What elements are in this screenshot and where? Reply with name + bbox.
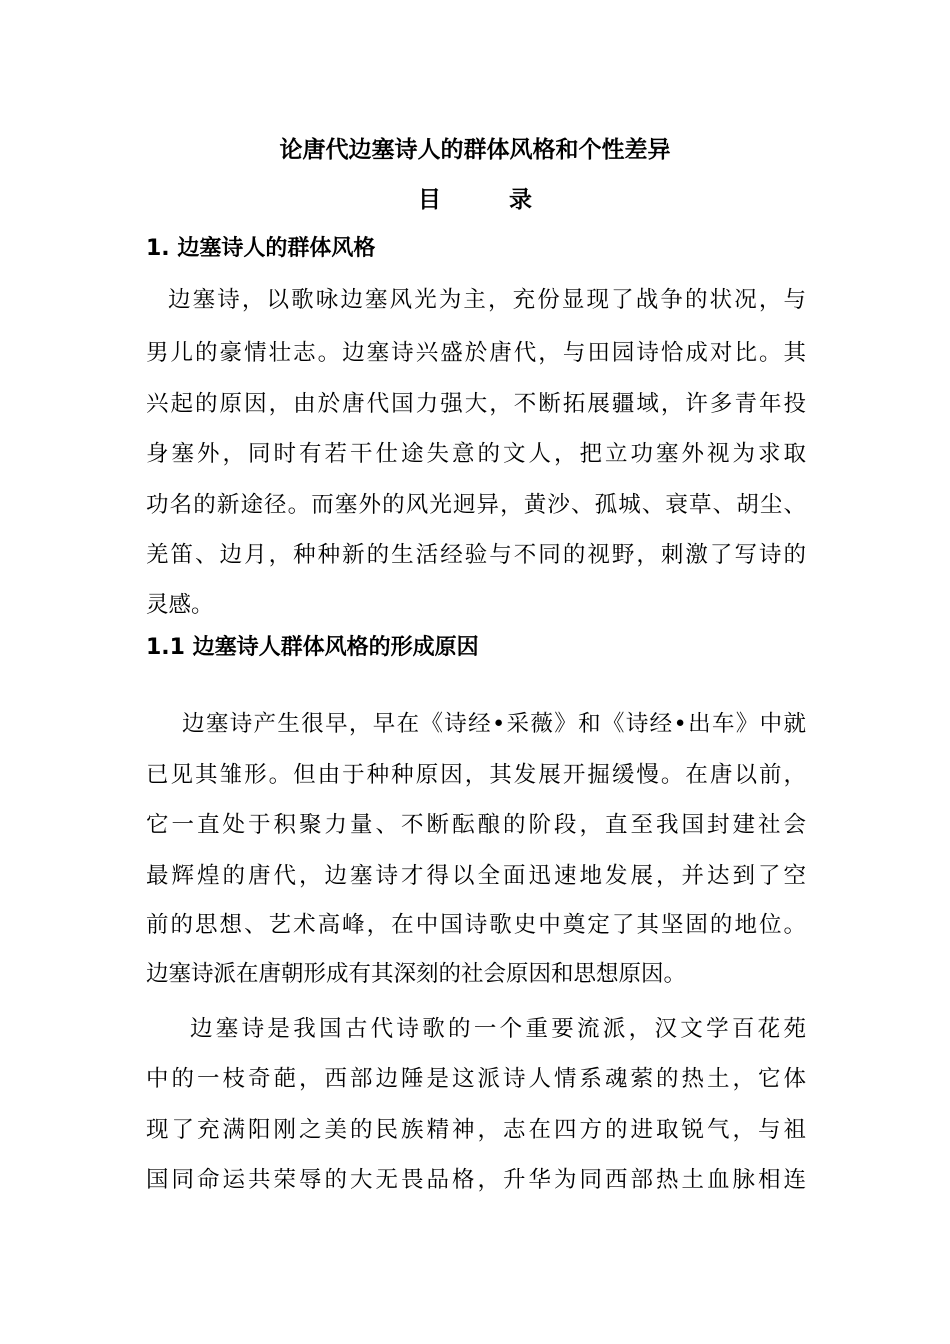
paragraph-line: 现了充满阳刚之美的民族精神，志在四方的进取锐气，与祖 <box>146 1117 806 1143</box>
paragraph-line: 已见其雏形。但由于种种原因，其发展开掘缓慢。在唐以前， <box>146 762 806 788</box>
paragraph-line: 前的思想、艺术高峰，在中国诗歌史中奠定了其坚固的地位。 <box>146 912 806 938</box>
paragraph-line: 男儿的豪情壮志。边塞诗兴盛於唐代，与田园诗恰成对比。其 <box>146 340 806 366</box>
paragraph-line: 最辉煌的唐代，边塞诗才得以全面迅速地发展，并达到了空 <box>146 863 806 889</box>
section-heading: 1. 边塞诗人的群体风格 <box>146 236 376 261</box>
document-title: 论唐代边塞诗人的群体风格和个性差异 <box>279 137 671 163</box>
paragraph-line: 中的一枝奇葩，西部边陲是这派诗人情系魂萦的热土，它体 <box>146 1066 806 1092</box>
paragraph-line: 边塞诗是我国古代诗歌的一个重要流派，汉文学百花苑 <box>190 1016 806 1042</box>
paragraph-line: 兴起的原因，由於唐代国力强大，不断拓展疆域，许多青年投 <box>146 391 806 417</box>
paragraph-line: 灵感。 <box>146 592 214 618</box>
subsection-heading: 1.1 边塞诗人群体风格的形成原因 <box>146 635 479 660</box>
paragraph-line: 边塞诗派在唐朝形成有其深刻的社会原因和思想原因。 <box>146 961 687 987</box>
paragraph-line: 边塞诗，以歌咏边塞风光为主，充份显现了战争的状况，与 <box>168 287 806 313</box>
paragraph-line: 羌笛、边月，种种新的生活经验与不同的视野，刺激了写诗的 <box>146 542 806 568</box>
paragraph-line: 国同命运共荣辱的大无畏品格，升华为同西部热土血脉相连 <box>146 1167 806 1193</box>
paragraph-line: 身塞外，同时有若干仕途失意的文人，把立功塞外视为求取 <box>146 441 806 467</box>
paragraph-line: 它一直处于积聚力量、不断酝酿的阶段，直至我国封建社会 <box>146 812 806 838</box>
paragraph-line: 功名的新途径。而塞外的风光迥异，黄沙、孤城、衰草、胡尘、 <box>146 492 806 518</box>
paragraph-line: 边塞诗产生很早，早在《诗经•采薇》和《诗经•出车》中就 <box>182 711 806 737</box>
toc-title: 目 录 <box>417 187 562 213</box>
